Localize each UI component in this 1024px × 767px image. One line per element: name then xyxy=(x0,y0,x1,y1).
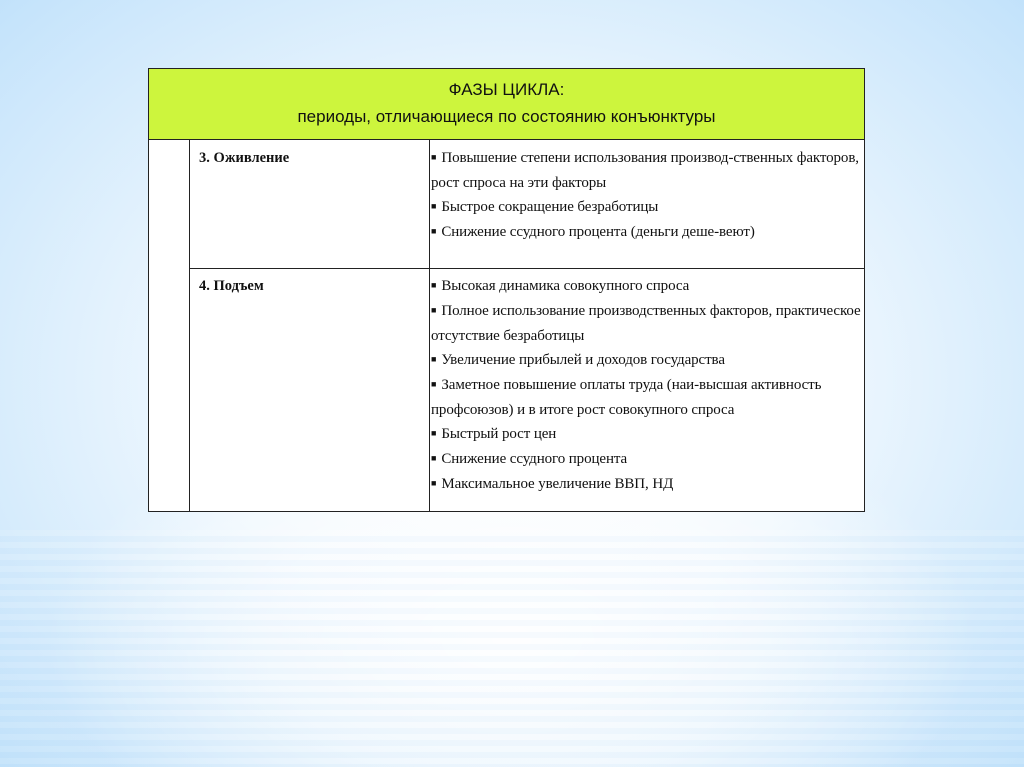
phase-items-list xyxy=(431,274,862,497)
phase-item: ■ Высокая динамика совокупного спроса xyxy=(431,274,862,299)
slide-subtitle: периоды, отличающиеся по состоянию конъюнктуры xyxy=(297,107,716,126)
phase-item: ■ Снижение ссудного процента (деньги деше-веют) xyxy=(431,220,862,245)
table-row-phase-3 xyxy=(190,140,864,269)
phase-items-list xyxy=(431,146,862,245)
table-row-phase-4 xyxy=(190,268,864,513)
phase-item: ■ Заметное повышение оплаты труда (наи-высшая активность профсоюзов) и в итоге рост совокупного спроса xyxy=(431,373,862,422)
phase-item: ■ Снижение ссудного процента xyxy=(431,447,862,472)
phase-name: 3. Оживление xyxy=(199,150,290,166)
table-body xyxy=(149,140,864,511)
phase-item: ■ Полное использование производственных факторов, практическое отсутствие безработицы xyxy=(431,299,862,348)
phase-item: ■ Быстрый рост цен xyxy=(431,422,862,447)
phase-item: ■ Быстрое сокращение безработицы xyxy=(431,195,862,220)
phase-item: ■ Повышение степени использования производ-ственных факторов, рост спроса на эти факторы xyxy=(431,146,862,195)
phase-item: ■ Максимальное увеличение ВВП, НД xyxy=(431,472,862,497)
phase-item: ■ Увеличение прибылей и доходов государства xyxy=(431,348,862,373)
table-header xyxy=(149,69,864,140)
background-reflection xyxy=(0,530,1024,767)
slide-title: ФАЗЫ ЦИКЛА: xyxy=(448,80,565,99)
phase-name: 4. Подъем xyxy=(199,278,264,294)
phases-table xyxy=(148,68,865,512)
